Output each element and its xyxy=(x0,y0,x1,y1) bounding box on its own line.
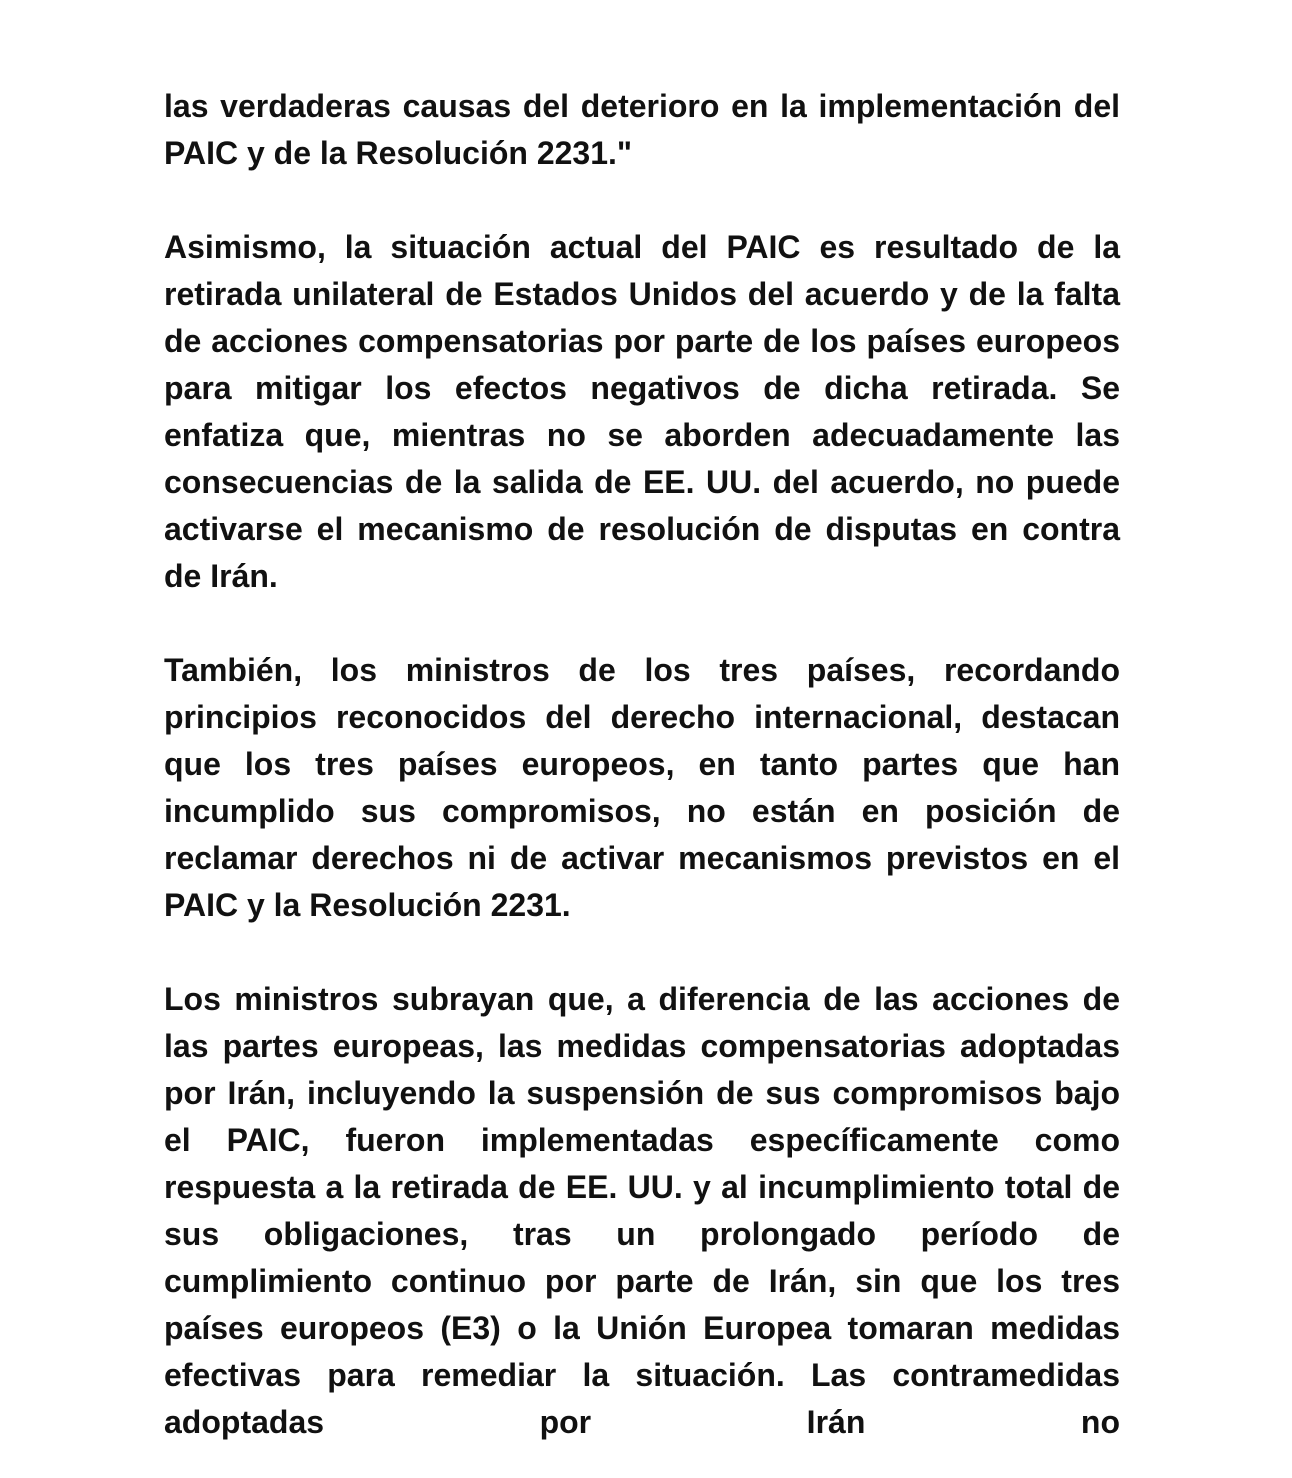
paragraph-continuation: las verdaderas causas del deterioro en la implementación del PAIC y de la Resolución 2231." xyxy=(164,88,1120,171)
paragraph-situacion-paic: Asimismo, la situación actual del PAIC es resultado de la retirada unilateral de Estados Unidos del acuerdo y de la falta de acciones compensatorias por parte de los países europeos para mitigar los efectos negativos de dicha retirada. Se enfatiza que, mientras no se aborden adecuadamente las consecuencias de la salida de EE. UU. del acuerdo, no puede activarse el mecanismo de resolución de disputas en contra de Irán. xyxy=(164,229,1120,594)
paragraph-ministros-tres-paises: También, los ministros de los tres países, recordando principios reconocidos del derecho internacional, destacan que los tres países europeos, en tanto partes que han incumplido sus compromisos, no están en posición de reclamar derechos ni de activar mecanismos previstos en el PAIC y la Resolución 2231. xyxy=(164,652,1120,923)
document-body xyxy=(164,83,1120,1478)
paragraph-medidas-compensatorias: Los ministros subrayan que, a diferencia de las acciones de las partes europeas, las medidas compensatorias adoptadas por Irán, incluyendo la suspensión de sus compromisos bajo el PAIC, fueron implementadas específicamente como respuesta a la retirada de EE. UU. y al incumplimiento total de sus obligaciones, tras un prolongado período de cumplimiento continuo por parte de Irán, sin que los tres países europeos (E3) o la Unión Europea tomaran medidas efectivas para remediar la situación. Las contramedidas adoptadas por Irán no xyxy=(164,981,1120,1440)
